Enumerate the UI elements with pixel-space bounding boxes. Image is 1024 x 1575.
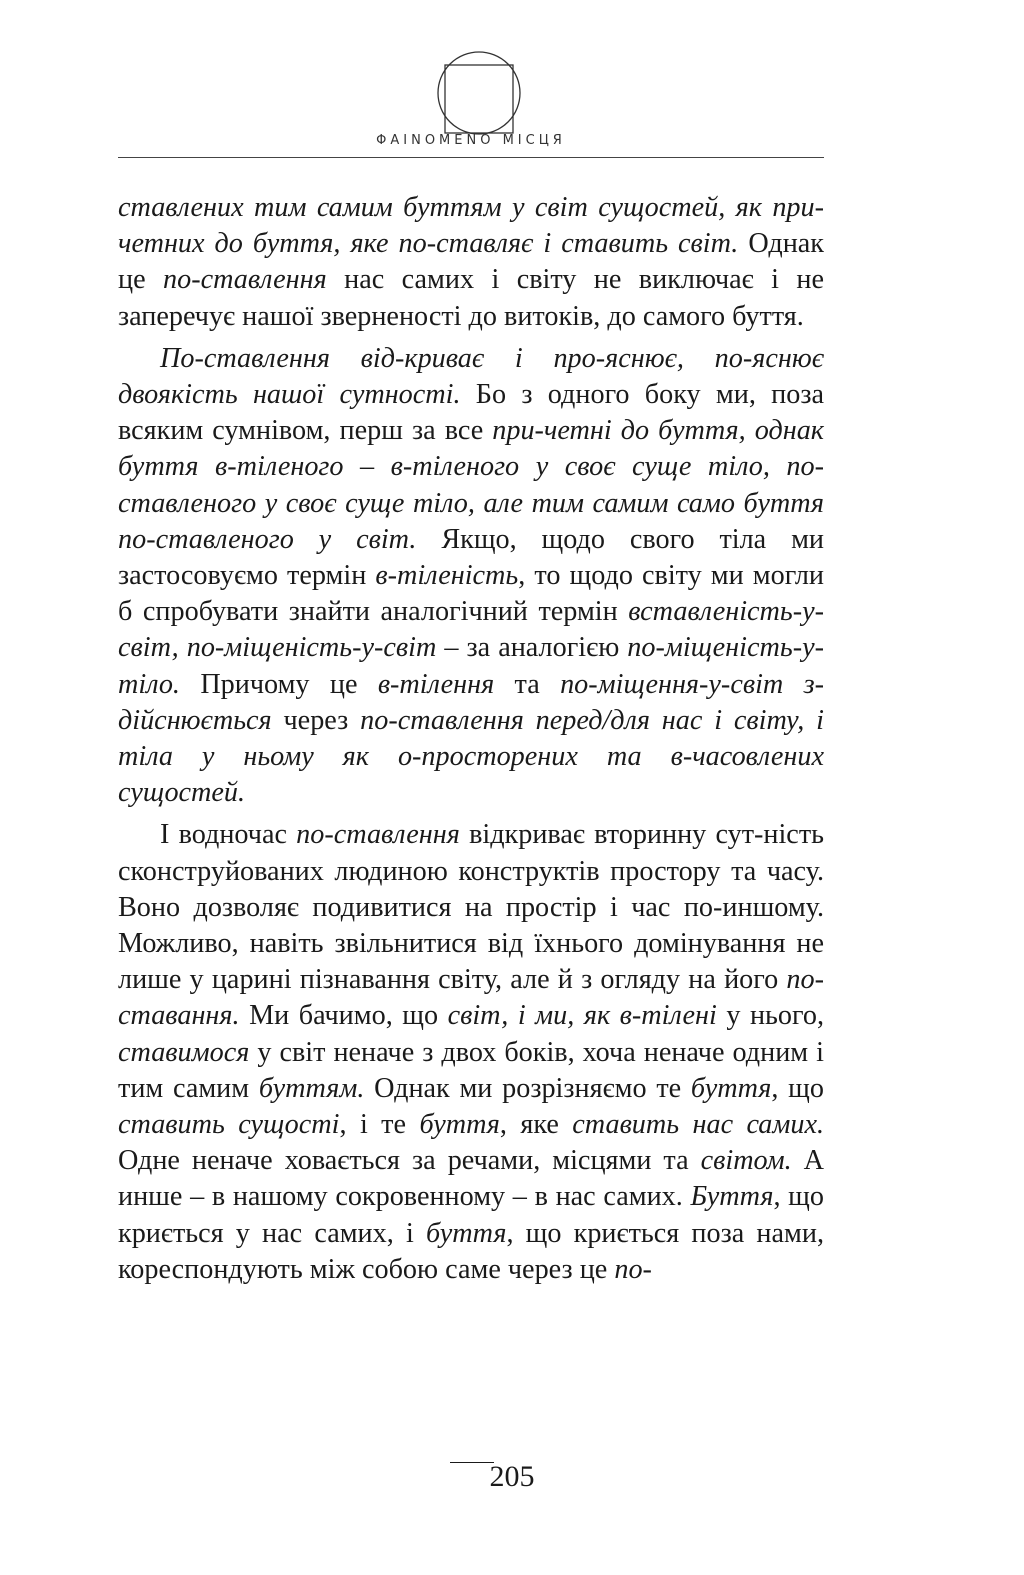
text-run: , що <box>771 1072 824 1104</box>
paragraph <box>118 341 824 812</box>
italic-run: буття <box>425 1217 507 1249</box>
italic-run: Буття <box>690 1181 774 1213</box>
paragraph <box>118 817 824 1288</box>
text-run: Ми бачимо, що <box>239 1000 448 1032</box>
text-run: Якщо, щодо свого тіла ми застосовуємо термін <box>118 523 824 592</box>
text-run: , яке <box>499 1109 573 1141</box>
text-run: , то щодо світу ми могли б спробувати знайти аналогічний термін <box>118 560 824 628</box>
italic-run: По-ставлення від-криває і про-яснює, по-яснює двоякість нашої сутності. <box>118 342 824 411</box>
italic-run: ставимося <box>118 1036 250 1068</box>
running-head: ΦΑΙΝΟΜΕΝΟ МІСЦЯ <box>376 133 566 148</box>
text-run: А инше – в нашому сокровенному – в нас самих. <box>118 1145 824 1213</box>
text-run: Одне неначе ховається за речами, місцями та <box>118 1145 701 1177</box>
italic-run: по- <box>614 1253 652 1285</box>
text-run: І водночас <box>160 819 297 851</box>
italic-run: буття <box>419 1109 500 1141</box>
text-run: відкриває вторинну сут-ність сконструйованих людиною конструктів простору та часу. Воно дозволяє подивитися на простір і час по-иншому. Можливо, навіть звільнитися від їхнього домінування не лише у царині пізнавання світу, але й з огляду на його <box>118 819 824 996</box>
text-run: – за аналогією <box>436 632 628 664</box>
italic-run: ставить сущості <box>118 1109 340 1141</box>
italic-run: по-ставлення перед/для нас і світу, і тіла у ньому як о-просторених та в-часовлених сущостей. <box>118 704 824 809</box>
text-run: , що криється поза нами, кореспондують між собою саме через це <box>118 1217 824 1285</box>
text-run: , що криється у нас самих, і <box>118 1181 824 1249</box>
page-number: 205 <box>489 1460 535 1493</box>
text-run: через <box>271 704 361 736</box>
italic-run: ставить нас самих. <box>572 1109 825 1141</box>
text-run: у нього, <box>716 1000 824 1032</box>
paragraph <box>118 190 824 335</box>
italic-run: світ, і ми, як в-тілені <box>447 1000 717 1032</box>
text-run: Бо з одного боку ми, поза всяким сумнівом, перш за все <box>118 379 824 447</box>
italic-run: буттям. <box>258 1072 365 1104</box>
italic-run: в-тіленість <box>375 560 519 592</box>
text-run: Причому це <box>179 668 378 700</box>
italic-run: при-четні до буття, однак буття в-тіленого – в-тіленого у своє суще тіло, по-ставленого у своє суще тіло, але тим самим само буття по-ставленого у світ. <box>118 415 824 555</box>
italic-run: світом. <box>700 1145 792 1177</box>
text-run: у світ неначе з двох боків, хоча неначе одним і тим самим <box>118 1036 824 1104</box>
italic-run: по-ставання. <box>118 964 824 1032</box>
body-text <box>118 190 824 1294</box>
italic-run: по-міщеність-у-тіло. <box>118 632 824 700</box>
italic-run: по-ставлення <box>296 819 460 851</box>
italic-run: по-міщення-у-світ з-дійснюється <box>118 668 824 736</box>
text-run: Однак це <box>118 228 824 296</box>
italic-run: вставленість-у-світ, по-міщеність-у-світ <box>118 596 824 664</box>
text-run: , і те <box>339 1109 420 1141</box>
italic-run: ставлених тим самим буттям у світ сущостей, як при-четних до буття, яке по-ставляє і ставить світ. <box>118 192 824 260</box>
italic-run: буття <box>690 1072 772 1104</box>
text-run: нас самих і світу не виключає і не заперечує нашої зверненості до витоків, до самого буття. <box>118 264 824 332</box>
header-rule <box>118 157 824 158</box>
text-run: Однак ми розрізняємо те <box>364 1072 691 1104</box>
italic-run: в-тілення <box>377 668 495 700</box>
circle-square-emblem-icon <box>436 50 522 136</box>
text-run: та <box>494 668 561 700</box>
italic-run: по-ставлення <box>163 264 327 296</box>
